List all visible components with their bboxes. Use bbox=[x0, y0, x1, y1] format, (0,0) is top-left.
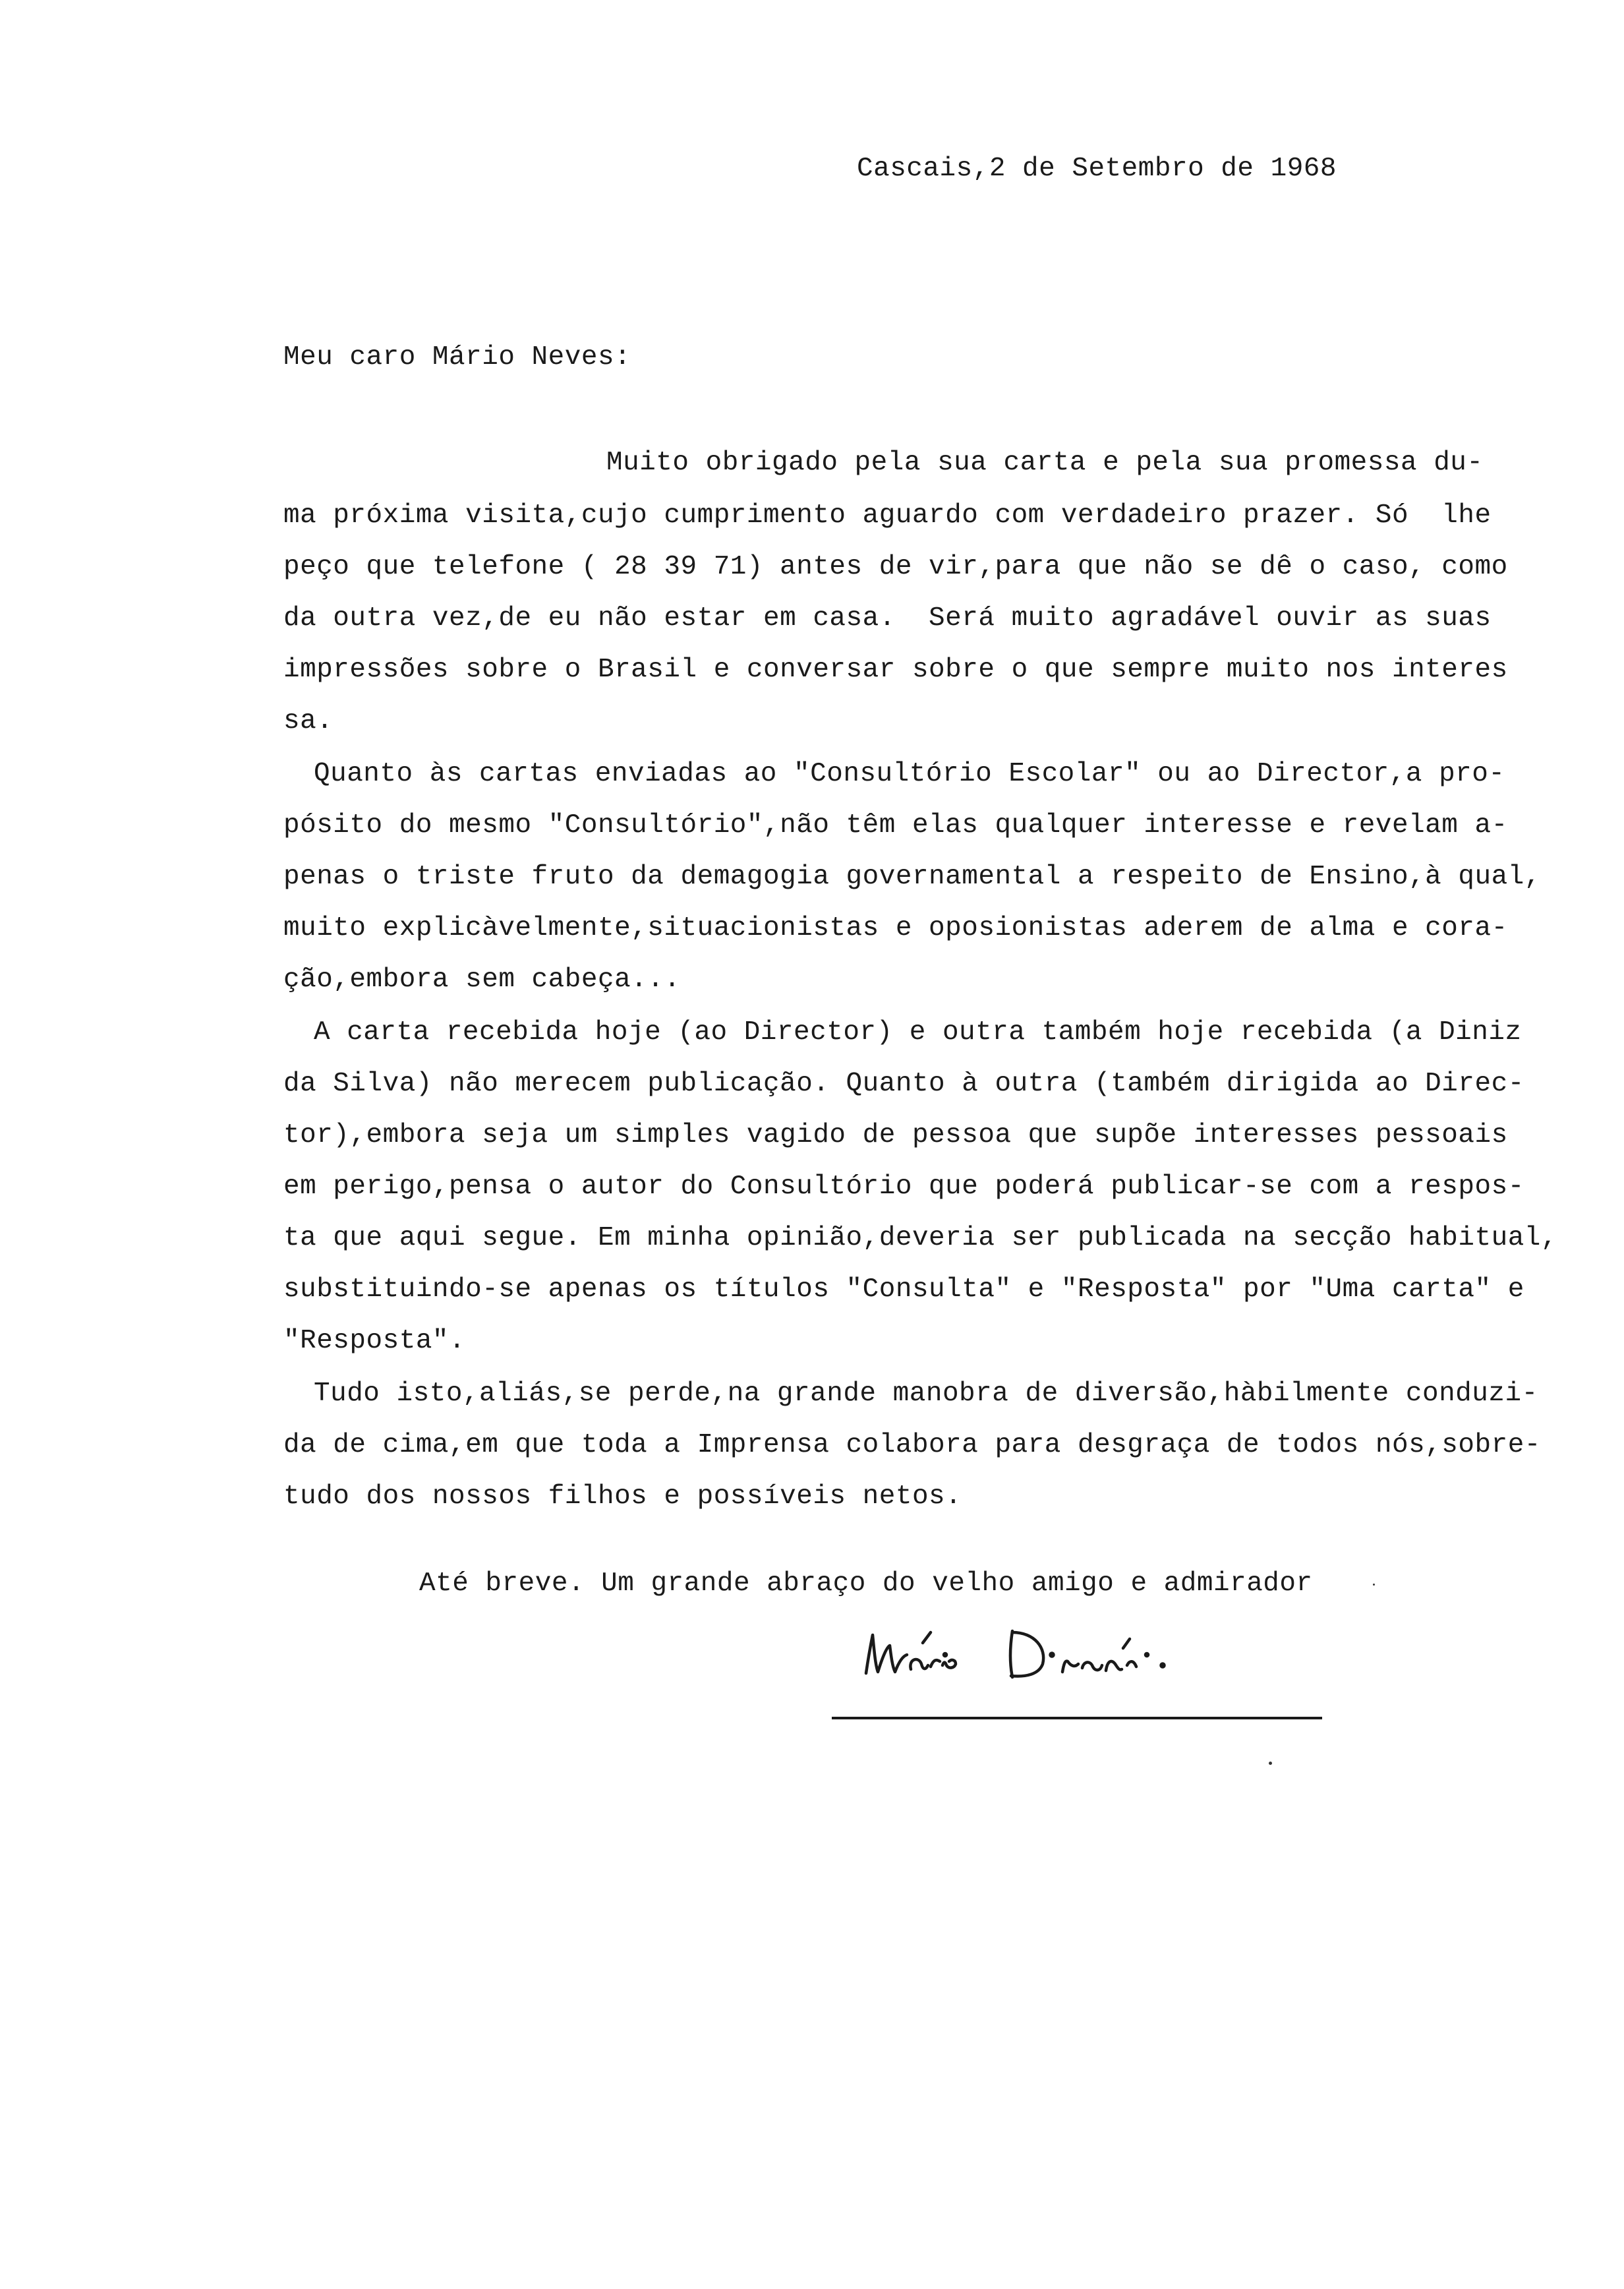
paragraph-line: penas o triste fruto da demagogia governamental a respeito de Ensino,à qual, bbox=[283, 862, 1541, 892]
paragraph-line: ção,embora sem cabeça... bbox=[283, 965, 681, 995]
paragraph-line: da outra vez,de eu não estar em casa. Será muito agradável ouvir as suas bbox=[283, 603, 1492, 634]
paragraph-line: A carta recebida hoje (ao Director) e outra também hoje recebida (a Diniz bbox=[314, 1017, 1522, 1048]
paragraph-line: pósito do mesmo "Consultório",não têm elas qualquer interesse e revelam a- bbox=[283, 810, 1508, 841]
paragraph-line: tor),embora seja um simples vagido de pessoa que supõe interesses pessoais bbox=[283, 1120, 1508, 1150]
paragraph-line: tudo dos nossos filhos e possíveis netos. bbox=[283, 1481, 962, 1512]
paragraph-line: muito explicàvelmente,situacionistas e oposionistas aderem de alma e cora- bbox=[283, 913, 1508, 943]
handwritten-signature bbox=[857, 1609, 1265, 1708]
paragraph-line: "Resposta". bbox=[283, 1326, 466, 1356]
paragraph-line: impressões sobre o Brasil e conversar sobre o que sempre muito nos interes bbox=[283, 655, 1508, 685]
paragraph-line: em perigo,pensa o autor do Consultório que poderá publicar-se com a respos- bbox=[283, 1172, 1524, 1202]
ink-speck bbox=[1373, 1584, 1375, 1586]
letter-date: Cascais,2 de Setembro de 1968 bbox=[857, 154, 1337, 184]
paragraph-line: Tudo isto,aliás,se perde,na grande manobra de diversão,hàbilmente conduzi- bbox=[314, 1379, 1538, 1409]
ink-speck bbox=[1269, 1762, 1272, 1765]
letter-salutation: Meu caro Mário Neves: bbox=[283, 342, 631, 372]
paragraph-line: da Silva) não merecem publicação. Quanto à outra (também dirigida ao Direc- bbox=[283, 1069, 1524, 1099]
paragraph-line: Quanto às cartas enviadas ao "Consultório Escolar" ou ao Director,a pro- bbox=[314, 759, 1505, 789]
letter-closing: Até breve. Um grande abraço do velho amigo e admirador bbox=[419, 1568, 1313, 1599]
paragraph-line: ta que aqui segue. Em minha opinião,deveria ser publicada na secção habitual, bbox=[283, 1223, 1558, 1253]
signature-rule bbox=[832, 1717, 1322, 1719]
paragraph-line: da de cima,em que toda a Imprensa colabora para desgraça de todos nós,sobre- bbox=[283, 1430, 1541, 1460]
paragraph-line: peço que telefone ( 28 39 71) antes de vir,para que não se dê o caso, como bbox=[283, 552, 1508, 582]
paragraph-line: substituindo-se apenas os títulos "Consulta" e "Resposta" por "Uma carta" e bbox=[283, 1274, 1524, 1305]
paragraph-line: sa. bbox=[283, 706, 334, 736]
paragraph-line: Muito obrigado pela sua carta e pela sua promessa du- bbox=[606, 448, 1484, 478]
paragraph-line: ma próxima visita,cujo cumprimento aguardo com verdadeiro prazer. Só lhe bbox=[283, 500, 1492, 531]
